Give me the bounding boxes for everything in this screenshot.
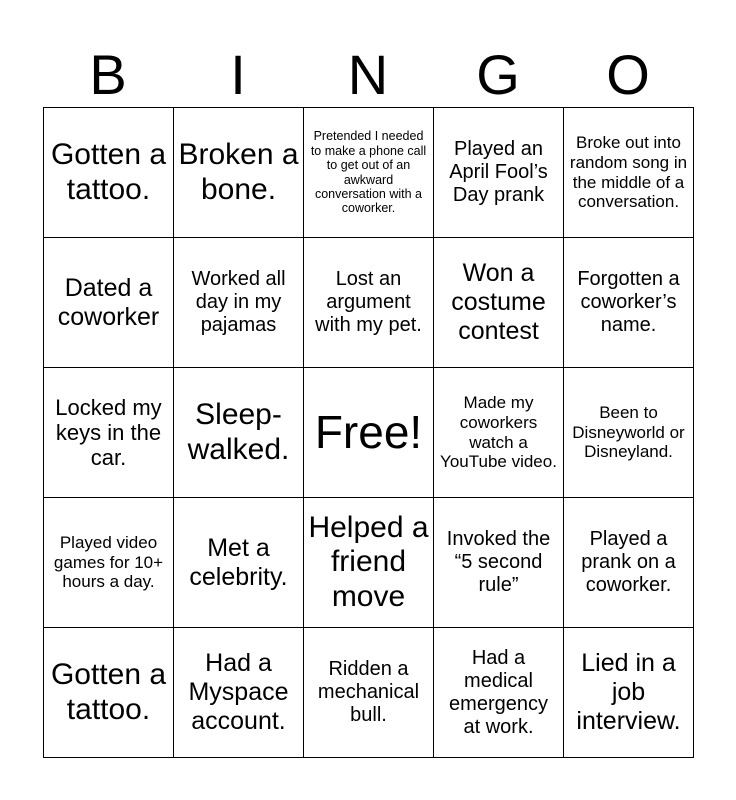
bingo-cell[interactable]: Sleep-walked. — [174, 368, 304, 498]
bingo-cell[interactable]: Played an April Fool’s Day prank — [434, 108, 564, 238]
bingo-cell[interactable]: Lied in a job interview. — [564, 628, 694, 758]
bingo-cell[interactable]: Broke out into random song in the middle of a conversation. — [564, 108, 694, 238]
bingo-cell[interactable]: Pretended I needed to make a phone call to get out of an awkward conversation with a coworker. — [304, 108, 434, 238]
bingo-cell[interactable]: Locked my keys in the car. — [44, 368, 174, 498]
header-letter-i: I — [230, 43, 246, 106]
bingo-cell[interactable]: Lost an argument with my pet. — [304, 238, 434, 368]
bingo-cell[interactable]: Forgotten a coworker’s name. — [564, 238, 694, 368]
bingo-cell[interactable]: Had a Myspace account. — [174, 628, 304, 758]
bingo-cell[interactable]: Dated a coworker — [44, 238, 174, 368]
bingo-cell[interactable]: Broken a bone. — [174, 108, 304, 238]
bingo-header — [43, 42, 693, 108]
bingo-cell[interactable]: Been to Disneyworld or Disneyland. — [564, 368, 694, 498]
bingo-cell[interactable]: Met a celebrity. — [174, 498, 304, 628]
header-letter-b: B — [89, 43, 127, 106]
bingo-cell[interactable]: Made my coworkers watch a YouTube video. — [434, 368, 564, 498]
bingo-cell[interactable]: Had a medical emergency at work. — [434, 628, 564, 758]
bingo-cell[interactable]: Played video games for 10+ hours a day. — [44, 498, 174, 628]
bingo-board — [43, 107, 694, 758]
bingo-cell[interactable]: Helped a friend move — [304, 498, 434, 628]
bingo-cell[interactable]: Invoked the “5 second rule” — [434, 498, 564, 628]
bingo-cell[interactable]: Won a costume contest — [434, 238, 564, 368]
header-letter-n: N — [347, 43, 389, 106]
bingo-cell[interactable]: Worked all day in my pajamas — [174, 238, 304, 368]
bingo-cell[interactable]: Played a prank on a coworker. — [564, 498, 694, 628]
bingo-cell[interactable]: Ridden a mechanical bull. — [304, 628, 434, 758]
bingo-cell[interactable]: Gotten a tattoo. — [44, 628, 174, 758]
header-letter-g: G — [476, 43, 520, 106]
header-letter-o: O — [606, 43, 650, 106]
free-space[interactable]: Free! — [304, 368, 434, 498]
bingo-cell[interactable]: Gotten a tattoo. — [44, 108, 174, 238]
